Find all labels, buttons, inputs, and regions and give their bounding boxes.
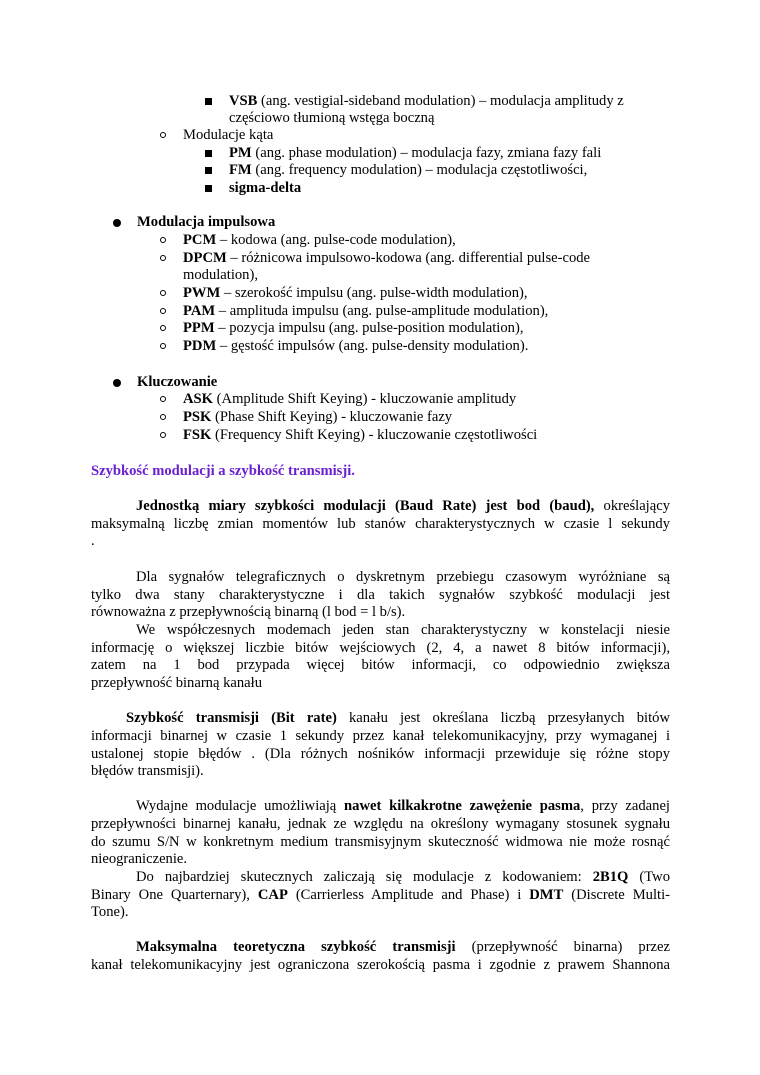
- list-item-pcm: [183, 231, 456, 249]
- circle-bullet-icon: [160, 432, 166, 438]
- circle-bullet-icon: [160, 325, 166, 331]
- fsk-desc: (Frequency Shift Keying) - kluczowanie częstotliwości: [211, 427, 538, 443]
- p6-line-2: [91, 886, 670, 904]
- p6-post: (Two: [628, 869, 670, 885]
- circle-bullet-icon: [160, 343, 166, 349]
- pm-desc: (ang. phase modulation) – modulacja fazy, zmiana fazy fali: [251, 145, 602, 161]
- term-pm: PM: [229, 145, 252, 161]
- term-sigma-delta: sigma-delta: [229, 180, 302, 196]
- square-bullet-icon: [205, 167, 212, 174]
- p1-bold: Jednostką miary szybkości modulacji (Baud Rate) jest bod (baud),: [136, 498, 595, 514]
- square-bullet-icon: [205, 98, 212, 105]
- p2-line-1: Dla sygnałów telegraficznych o dyskretnym przebiegu czasowym wyróżniane są: [136, 569, 670, 585]
- vsb-desc: (ang. vestigial-sideband modulation) – modulacja amplitudy z: [257, 93, 624, 109]
- p6-l2-mid: (Carrierless Amplitude and Phase) i: [287, 887, 530, 903]
- circle-bullet-icon: [160, 290, 166, 296]
- list-item-vsb-cont: częściowo tłumioną wstęga boczną: [229, 110, 435, 126]
- p5-line-1: [136, 797, 670, 815]
- term-ask: ASK: [183, 391, 214, 407]
- p1-line-1: [136, 497, 670, 515]
- pdm-desc: – gęstość impulsów (ang. pulse-density modulation).: [216, 338, 529, 354]
- p4-line-3: ustalonej stopie błędów . (Dla różnych nośników informacji przewiduje się różne stopy: [91, 746, 670, 762]
- term-pam: PAM: [183, 303, 216, 319]
- p5-post: , przy zadanej: [580, 798, 670, 814]
- list-item-psk: [183, 408, 452, 426]
- fm-desc: (ang. frequency modulation) – modulacja częstotliwości,: [251, 162, 588, 178]
- p5-pre: Wydajne modulacje umożliwiają: [136, 798, 345, 814]
- p6-l2-post: (Discrete Multi-: [563, 887, 670, 903]
- list-item-vsb: [229, 92, 624, 110]
- p3-line-2: informację o większej liczbie bitów wejściowych (2, 4, a nawet 8 bitów informacji),: [91, 640, 670, 656]
- term-ppm: PPM: [183, 320, 215, 336]
- p4-line-2: informacji binarnej w czasie 1 sekundy przez kanał telekomunikacyjny, przy wymaganej i: [91, 728, 670, 744]
- p5-line-3: do szumu S/N w konkretnym medium transmisyjnym skuteczność widmowa nie może rosnąć: [91, 834, 670, 850]
- pwm-desc: – szerokość impulsu (ang. pulse-width modulation),: [220, 285, 528, 301]
- p6-pre: Do najbardziej skutecznych zaliczają się modulacje z kodowaniem:: [136, 869, 593, 885]
- p4-line-1: [126, 709, 670, 727]
- p6-line-1: [136, 868, 670, 886]
- ppm-desc: – pozycja impulsu (ang. pulse-position modulation),: [214, 320, 524, 336]
- term-pdm: PDM: [183, 338, 217, 354]
- impulse-heading-text: Modulacja impulsowa: [137, 214, 276, 230]
- p5-bold: nawet kilkakrotne zawężenie pasma: [344, 798, 581, 814]
- p7-rest: (przepływność binarna) przez: [455, 939, 670, 955]
- p1-line-2: maksymalną liczbę zmian momentów lub stanów charakterystycznych w czasie l sekundy: [91, 516, 670, 532]
- p7-line-2: kanał telekomunikacyjny jest ograniczona szerokością pasma i zgodnie z prawem Shannona: [91, 957, 670, 973]
- dpcm-desc: – różnicowa impulsowo-kodowa (ang. differential pulse-code: [226, 250, 591, 266]
- list-item-pam: [183, 302, 548, 320]
- term-pwm: PWM: [183, 285, 221, 301]
- p4-rest: kanału jest określana liczbą przesyłanych bitów: [336, 710, 670, 726]
- psk-desc: (Phase Shift Keying) - kluczowanie fazy: [211, 409, 453, 425]
- term-dpcm: DPCM: [183, 250, 227, 266]
- p6-bold-cap: CAP: [257, 887, 288, 903]
- disc-bullet-icon: [113, 219, 121, 227]
- p3-line-1: We współczesnych modemach jeden stan charakterystyczny w konstelacji niesie: [136, 622, 670, 638]
- ask-desc: (Amplitude Shift Keying) - kluczowanie amplitudy: [213, 391, 517, 407]
- list-item-sigma-delta: [229, 179, 301, 197]
- keying-heading-text: Kluczowanie: [137, 374, 218, 390]
- term-pcm: PCM: [183, 232, 217, 248]
- list-heading-keying: [137, 373, 217, 391]
- list-item-dpcm-cont: modulation),: [183, 267, 258, 283]
- list-item-pdm: [183, 337, 528, 355]
- p6-line-3: Tone).: [91, 904, 129, 920]
- disc-bullet-icon: [113, 379, 121, 387]
- p4-bold: Szybkość transmisji (Bit rate): [126, 710, 337, 726]
- pcm-desc: – kodowa (ang. pulse-code modulation),: [216, 232, 456, 248]
- section-title: Szybkość modulacji a szybkość transmisji.: [91, 463, 355, 479]
- p2-line-2: tylko dwa stany charakterystyczne i dla takich sygnałów szybkość modulacji jest: [91, 587, 670, 603]
- term-fm: FM: [229, 162, 252, 178]
- circle-bullet-icon: [160, 132, 166, 138]
- circle-bullet-icon: [160, 396, 166, 402]
- p3-line-3: zatem na 1 bod przypada więcej bitów informacji, co odpowiednio zwiększa: [91, 657, 670, 673]
- circle-bullet-icon: [160, 308, 166, 314]
- square-bullet-icon: [205, 150, 212, 157]
- term-vsb: VSB: [229, 93, 258, 109]
- p5-line-2: przepływności binarnej kanału, jednak ze względu na określony wymagany stosunek sygnału: [91, 816, 670, 832]
- p5-line-4: nieograniczenie.: [91, 851, 188, 867]
- list-item-fm: [229, 161, 587, 179]
- circle-bullet-icon: [160, 414, 166, 420]
- list-item-ask: [183, 390, 516, 408]
- p6-bold-2b1q: 2B1Q: [592, 869, 629, 885]
- list-item-pm: [229, 144, 601, 162]
- p4-line-4: błędów transmisji).: [91, 763, 204, 779]
- pam-desc: – amplituda impulsu (ang. pulse-amplitude modulation),: [215, 303, 549, 319]
- term-psk: PSK: [183, 409, 212, 425]
- p7-bold: Maksymalna teoretyczna szybkość transmisji: [136, 939, 456, 955]
- list-item-ppm: [183, 319, 523, 337]
- p3-line-4: przepływność binarną kanału: [91, 675, 263, 691]
- sublist-heading-angle: Modulacje kąta: [183, 127, 274, 143]
- p6-bold-dmt: DMT: [529, 887, 564, 903]
- p6-l2-pre: Binary One Quarternary),: [91, 887, 258, 903]
- circle-bullet-icon: [160, 255, 166, 261]
- circle-bullet-icon: [160, 237, 166, 243]
- square-bullet-icon: [205, 185, 212, 192]
- p7-line-1: [136, 938, 670, 956]
- term-fsk: FSK: [183, 427, 212, 443]
- p1-rest: określający: [594, 498, 670, 514]
- list-item-pwm: [183, 284, 528, 302]
- p2-line-3: równoważna z przepływnością binarną (l bod = l b/s).: [91, 604, 406, 620]
- p1-line-3: .: [91, 533, 95, 549]
- list-item-dpcm: [183, 249, 590, 267]
- list-heading-impulse: [137, 213, 275, 231]
- list-item-fsk: [183, 426, 537, 444]
